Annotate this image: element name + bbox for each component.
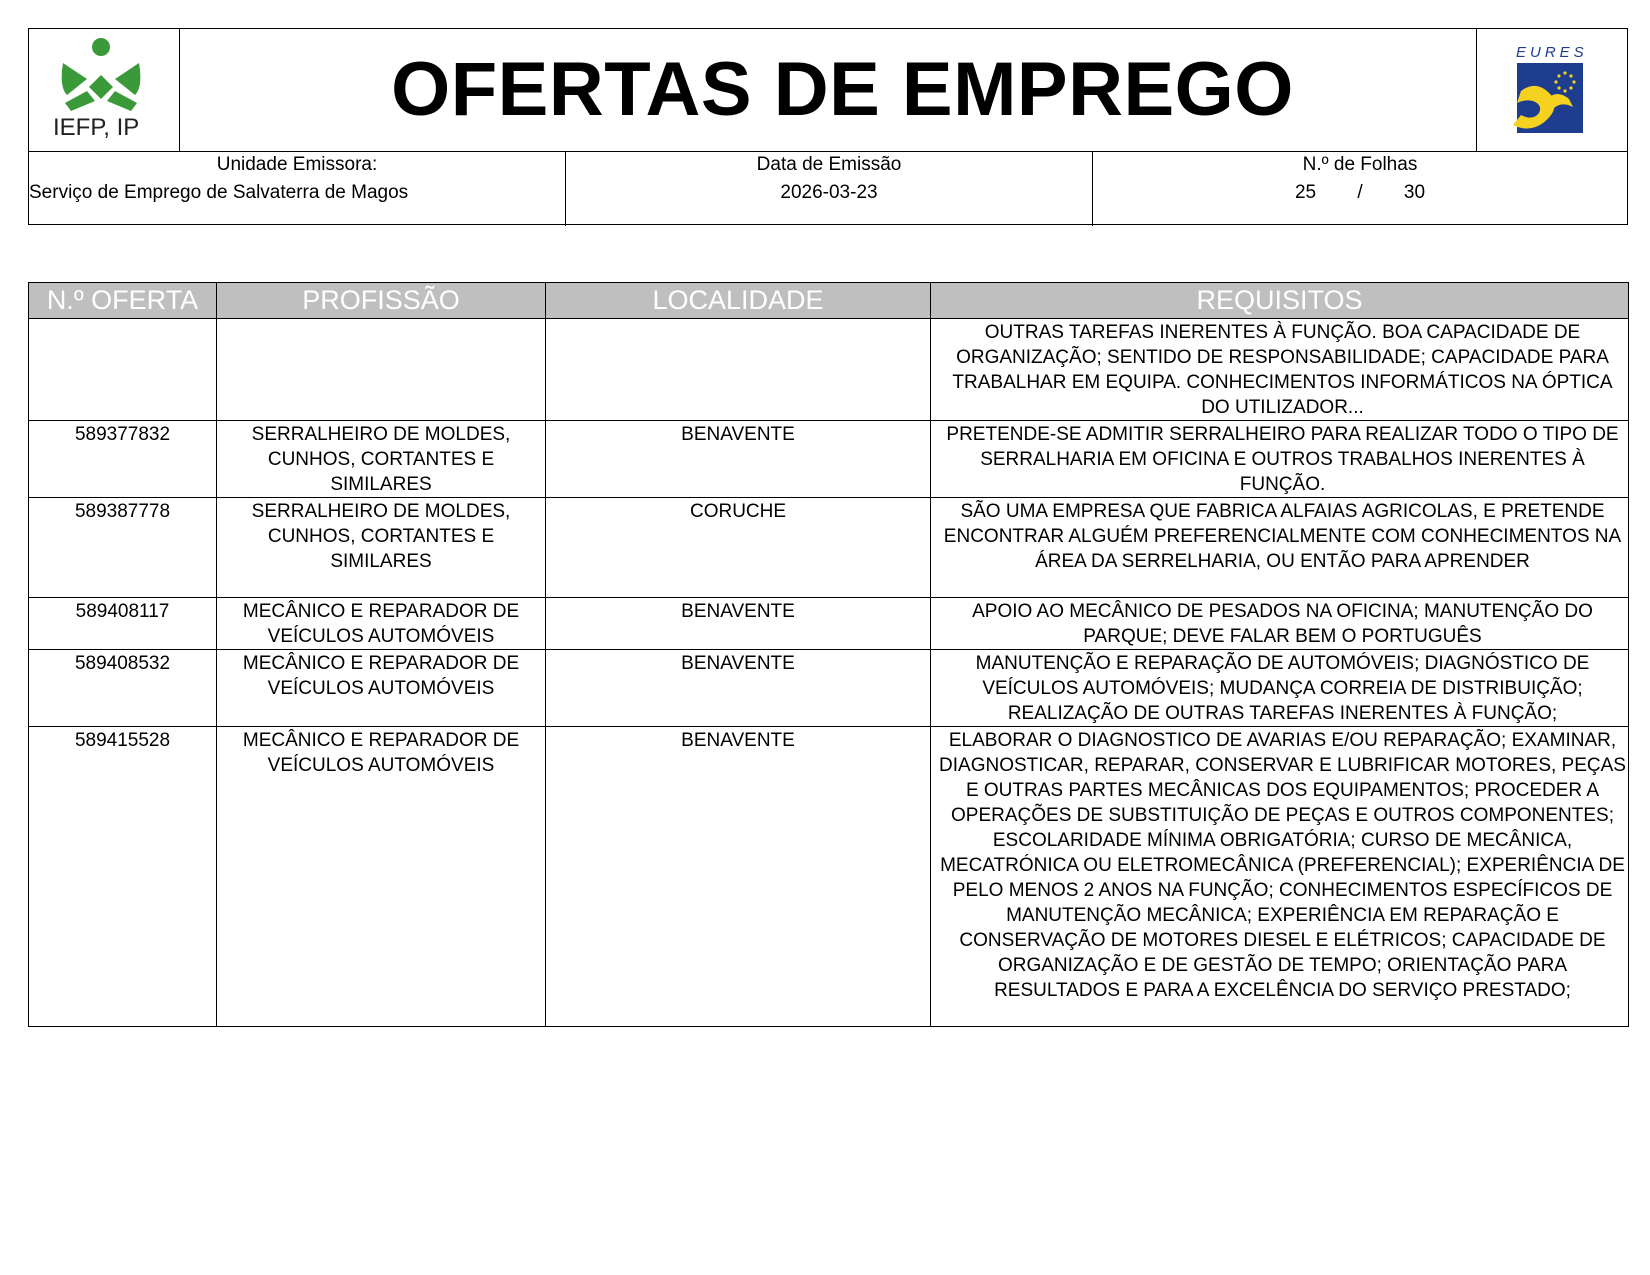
offer-number-cell: 589415528	[29, 727, 217, 1027]
requirements-cell: ELABORAR O DIAGNOSTICO DE AVARIAS E/OU REPARAÇÃO; EXAMINAR, DIAGNOSTICAR, REPARAR, CONSERVAR E LUBRIFICAR MOTORES, PEÇAS E OUTRAS PARTES MECÂNICAS DOS EQUIPAMENTOS; PROCEDER A OPERAÇÕES DE SUBSTITUIÇÃO DE PEÇAS E OUTROS COMPONENTES; ESCOLARIDADE MÍNIMA OBRIGATÓRIA; CURSO DE MECÂNICA, MECATRÓNICA OU ELETROMECÂNICA (PREFERENCIAL); EXPERIÊNCIA DE PELO MENOS 2 ANOS NA FUNÇÃO; CONHECIMENTOS ESPECÍFICOS DE MANUTENÇÃO MECÂNICA; EXPERIÊNCIA EM REPARAÇÃO E CONSERVAÇÃO DE MOTORES DIESEL E ELÉTRICOS; CAPACIDADE DE ORGANIZAÇÃO E DE GESTÃO DE TEMPO; ORIENTAÇÃO PARA RESULTADOS E PARA A EXCELÊNCIA DO SERVIÇO PRESTADO;	[931, 727, 1629, 1027]
table-row	[29, 498, 1629, 598]
sheet-count-value	[1093, 182, 1627, 204]
profession-cell: MECÂNICO E REPARADOR DE VEÍCULOS AUTOMÓVEIS	[217, 727, 546, 1027]
issuing-unit-value: Serviço de Emprego de Salvaterra de Magos	[29, 182, 409, 203]
column-header-requirements: REQUISITOS	[931, 283, 1629, 319]
eures-logo	[1476, 29, 1627, 151]
column-header-profession: PROFISSÃO	[217, 283, 546, 319]
iefp-logo	[29, 29, 180, 151]
requirements-cell: PRETENDE-SE ADMITIR SERRALHEIRO PARA REALIZAR TODO O TIPO DE SERRALHARIA EM OFICINA E OUTROS TRABALHOS INERENTES À FUNÇÃO.	[931, 421, 1629, 498]
location-cell: BENAVENTE	[546, 598, 931, 650]
location-cell: BENAVENTE	[546, 727, 931, 1027]
eures-logo-text: EURES	[1516, 44, 1588, 61]
profession-cell: SERRALHEIRO DE MOLDES, CUNHOS, CORTANTES E SIMILARES	[217, 421, 546, 498]
sheet-current: 25	[1294, 182, 1317, 203]
issuing-unit	[29, 152, 566, 226]
page-title: OFERTAS DE EMPREGO	[391, 47, 1294, 132]
table-row	[29, 650, 1629, 727]
location-cell	[546, 319, 931, 421]
table-row	[29, 421, 1629, 498]
table-row	[29, 727, 1629, 1027]
offer-number-cell: 589408532	[29, 650, 217, 727]
issue-date	[566, 152, 1093, 226]
sheet-count	[1093, 152, 1627, 226]
column-header-location: LOCALIDADE	[546, 283, 931, 319]
sheet-total: 30	[1403, 182, 1426, 203]
offer-number-cell: 589387778	[29, 498, 217, 598]
offer-number-cell: 589377832	[29, 421, 217, 498]
location-cell: BENAVENTE	[546, 650, 931, 727]
sheet-separator: /	[1357, 182, 1363, 203]
requirements-cell: MANUTENÇÃO E REPARAÇÃO DE AUTOMÓVEIS; DIAGNÓSTICO DE VEÍCULOS AUTOMÓVEIS; MUDANÇA CORREIA DE DISTRIBUIÇÃO; REALIZAÇÃO DE OUTRAS TAREFAS INERENTES À FUNÇÃO;	[931, 650, 1629, 727]
location-cell: CORUCHE	[546, 498, 931, 598]
offer-number-cell: 589408117	[29, 598, 217, 650]
iefp-logo-mark	[29, 29, 179, 151]
offer-number-cell	[29, 319, 217, 421]
profession-cell: MECÂNICO E REPARADOR DE VEÍCULOS AUTOMÓVEIS	[217, 598, 546, 650]
job-offers-table	[28, 282, 1629, 1027]
table-row	[29, 598, 1629, 650]
requirements-cell: APOIO AO MECÂNICO DE PESADOS NA OFICINA; MANUTENÇÃO DO PARQUE; DEVE FALAR BEM O PORTUGUÊS	[931, 598, 1629, 650]
issue-date-label: Data de Emissão	[756, 154, 902, 175]
column-header-offer-number: N.º OFERTA	[29, 283, 217, 319]
iefp-logo-text: IEFP, IP	[53, 114, 140, 141]
eures-logo-mark	[1477, 29, 1627, 151]
title-area	[179, 29, 1506, 151]
issue-date-value: 2026-03-23	[780, 182, 878, 203]
table-row	[29, 319, 1629, 421]
profession-cell: SERRALHEIRO DE MOLDES, CUNHOS, CORTANTES E SIMILARES	[217, 498, 546, 598]
issuing-unit-label: Unidade Emissora:	[216, 154, 378, 175]
sheet-count-label: N.º de Folhas	[1302, 154, 1418, 175]
requirements-cell: SÃO UMA EMPRESA QUE FABRICA ALFAIAS AGRICOLAS, E PRETENDE ENCONTRAR ALGUÉM PREFERENCIALMENTE COM CONHECIMENTOS NA ÁREA DA SERRELHARIA, OU ENTÃO PARA APRENDER	[931, 498, 1629, 598]
profession-cell: MECÂNICO E REPARADOR DE VEÍCULOS AUTOMÓVEIS	[217, 650, 546, 727]
issue-info-row	[29, 151, 1627, 226]
profession-cell	[217, 319, 546, 421]
table-header-row	[29, 283, 1629, 319]
requirements-cell: OUTRAS TAREFAS INERENTES À FUNÇÃO. BOA CAPACIDADE DE ORGANIZAÇÃO; SENTIDO DE RESPONSABILIDADE; CAPACIDADE PARA TRABALHAR EM EQUIPA. CONHECIMENTOS INFORMÁTICOS NA ÓPTICA DO UTILIZADOR...	[931, 319, 1629, 421]
document-header	[28, 28, 1628, 225]
location-cell: BENAVENTE	[546, 421, 931, 498]
